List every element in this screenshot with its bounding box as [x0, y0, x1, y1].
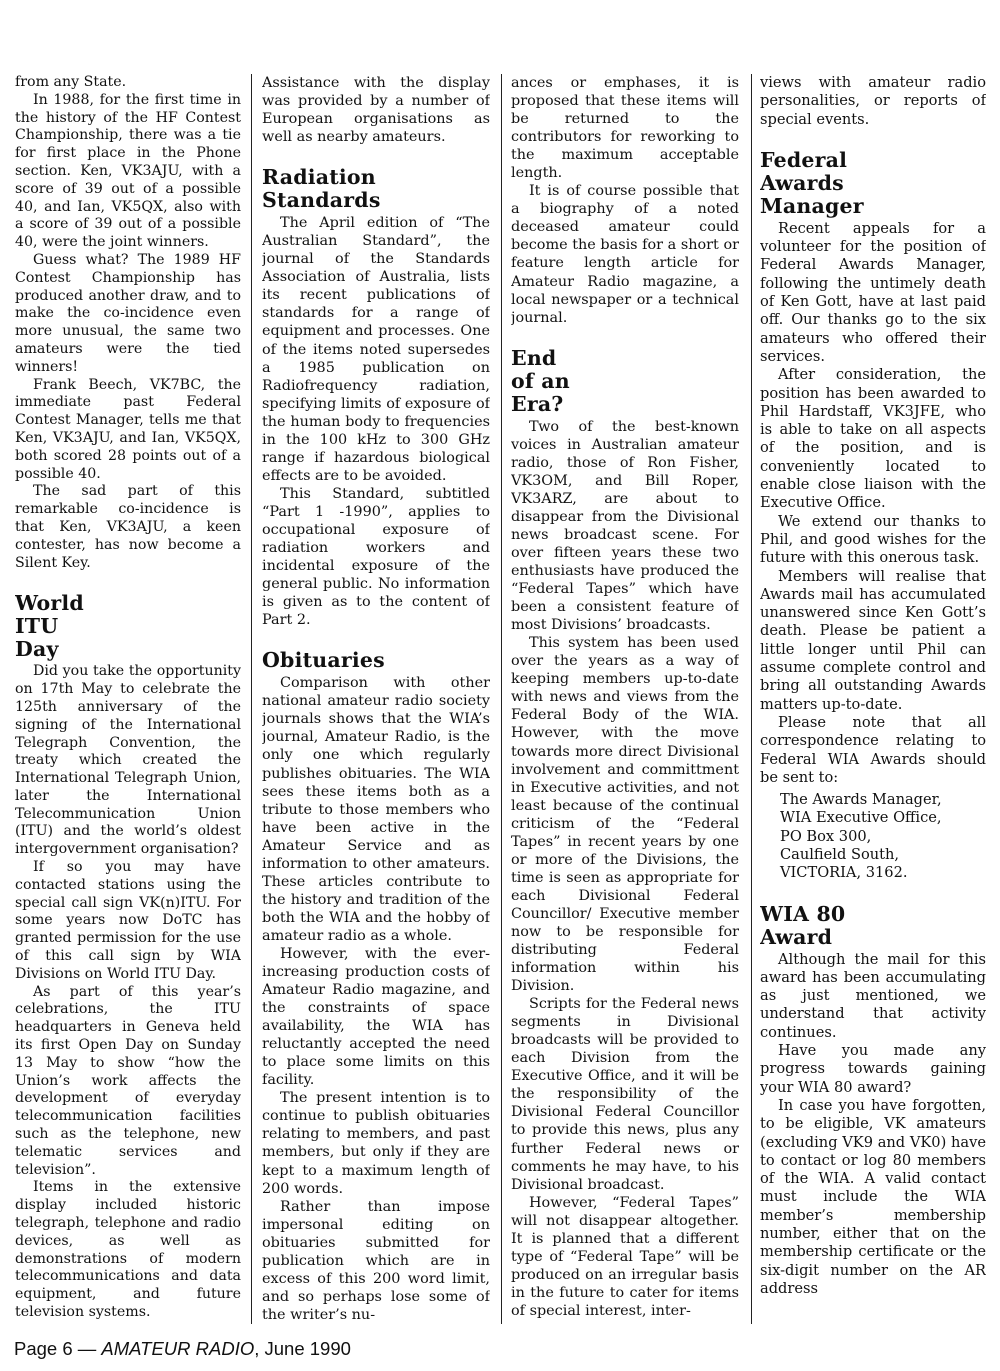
- paragraph: Although the mail for this award has been accumulating as just mentioned, we understand that activity continues.: [760, 950, 986, 1041]
- section-heading-line: Era?: [511, 391, 564, 416]
- paragraph: Have you made any progress towards gaining your WIA 80 award?: [760, 1042, 986, 1096]
- address-line: The Awards Manager,: [780, 791, 942, 809]
- address-line: Caulfield South,: [780, 845, 900, 863]
- column-rule: [751, 74, 752, 1324]
- paragraph: In case you have forgotten, to be eligible, VK amateurs (excluding VK9 and VK0) have to contact or log 80 members of the WIA. A valid contact must include the WIA member’s membership number, either that on the membership certificate or the six-digit number on the AR address: [760, 1096, 986, 1297]
- paragraph: However, with the ever-increasing production costs of Amateur Radio magazine, and the constraints of space availability, the WIA has reluctantly accepted the need to place some limits on this facility.: [262, 945, 490, 1089]
- column-rule: [501, 74, 502, 1324]
- paragraph: As part of this year’s celebrations, the ITU headquarters in Geneva held its first Open Day on Sunday 13 May to show “how the Union’s work affects the development of everyday telecommunication facilities such as the telephone, new telematic services and television”.: [15, 983, 241, 1178]
- page-footer: [14, 1338, 351, 1360]
- paragraph: In 1988, for the first time in the history of the HF Contest Championship, there was a tie for first place in the Phone section. Ken, VK3AJU, with a score of 39 out of a possible 40, and Ian, VK5QX, also with a score of 39 out of a possible 40, were the joint winners.: [15, 91, 241, 251]
- section-heading: [511, 347, 739, 416]
- footer-page-label: Page 6 —: [14, 1338, 102, 1359]
- section-heading-line: Federal: [760, 147, 848, 172]
- footer-magazine-title: AMATEUR RADIO: [101, 1338, 255, 1359]
- paragraph: This system has been used over the years as a way of keeping members up-to-date with news and views from the Federal Body of the WIA. However, with the move towards more direct Divisional involvement and committment in Executive activities, and not least because of the continual criticism of the “Federal Tapes” in recent years by one or more of the Divisions, the time is seen as appropriate for each Divisional Federal Councillor/ Executive member now to be responsible for distributing Federal information within his Division.: [511, 635, 739, 995]
- paragraph: Did you take the opportunity on 17th May to celebrate the 125th anniversary of the signing of the International Telegraph Convention, the treaty which created the International Telegraph Union, later the International Telecommunication Union (ITU) and the world’s oldest intergovernment organisation?: [15, 663, 241, 858]
- paragraph: Frank Beech, VK7BC, the immediate past Federal Contest Manager, tells me that Ken, VK3AJU, and Ian, VK5QX, both scored 28 points out of a possible 40.: [15, 376, 241, 482]
- section-heading: [15, 592, 241, 661]
- section-heading: [262, 649, 490, 672]
- paragraph: Recent appeals for a volunteer for the position of Federal Awards Manager, following the untimely death of Ken Gott, have at last paid off. Our thanks go to the six amateurs who offered their services.: [760, 219, 986, 365]
- paragraph: Rather than impose impersonal editing on obituaries submitted for publication which are in excess of this 200 word limit, and so perhaps lose some of the writer’s nu-: [262, 1198, 490, 1323]
- section-heading-line: Awards: [760, 170, 844, 195]
- article-column-2: [262, 74, 490, 1326]
- section-heading-line: Day: [15, 637, 59, 662]
- paragraph: After consideration, the position has been awarded to Phil Hardstaff, VK3JFE, who is able to take on all aspects of the position, and is conveniently located to enable close liaison with the Executive Office.: [760, 366, 986, 512]
- footer-issue-date: , June 1990: [254, 1338, 351, 1359]
- paragraph: Items in the extensive display included historic telegraph, telephone and radio devices, as well as demonstrations of modern telecommunications and data equipment, and future television systems.: [15, 1179, 241, 1320]
- paragraph: The sad part of this remarkable co-incidence is that Ken, VK3AJU, a keen contester, has now become a Silent Key.: [15, 483, 241, 571]
- section-heading-line: ITU: [15, 614, 59, 639]
- paragraph: If so you may have contacted stations using the special call sign VK(n)ITU. For some years now DoTC has granted permission for the use of this call sign by WIA Divisions on World ITU Day.: [15, 859, 241, 982]
- article-column-4: [760, 74, 986, 1326]
- paragraph: Please note that all correspondence relating to Federal WIA Awards should be sent to:: [760, 713, 986, 786]
- paragraph: Two of the best-known voices in Australian amateur radio, those of Ron Fisher, VK3OM, and Bill Roper, VK3ARZ, are about to disappear from the Divisional news broadcast scene. For over fifteen years these two enthusiasts have produced the “Federal Tapes” which have been a consistent feature of most Divisions’ broadcasts.: [511, 418, 739, 634]
- section-heading-line: End: [511, 345, 557, 370]
- paragraph: Comparison with other national amateur radio society journals shows that the WIA’s journal, Amateur Radio, is the only one which regularly publishes obituaries. The WIA sees these items both as a tribute to those members who have been active in the Amateur Service and as information to other amateurs. These articles contribute to the history and tradition of the both the WIA and the hobby of amateur radio as a whole.: [262, 675, 490, 944]
- section-heading-line: Manager: [760, 193, 864, 218]
- section-heading: [760, 903, 986, 949]
- address-line: PO Box 300,: [780, 827, 872, 845]
- paragraph: We extend our thanks to Phil, and good wishes for the future with this onerous task.: [760, 512, 986, 567]
- paragraph: The April edition of “The Australian Standard”, the journal of the Standards Association of Australia, lists its recent publications of standards for a range of equipment and processes. One of the items noted supersedes a 1985 publication on Radiofrequency radiation, specifying limits of exposure of the human body to frequencies in the 100 kHz to 300 GHz range if hazardous biological effects are to be avoided.: [262, 215, 490, 484]
- paragraph: Members will realise that Awards mail has accumulated unanswered since Ken Gott’s death. Please be patient a little longer until Phil can assume complete control and bring all outstanding Awards matters up-to-date.: [760, 567, 986, 713]
- section-heading-line: WIA 80: [760, 901, 846, 926]
- section-heading-line: Radiation: [262, 165, 376, 190]
- paragraph: However, “Federal Tapes” will not disappear altogether. It is planned that a different type of “Federal Tape” will be produced on an irregular basis in the future to cater for items of special interest, inter-: [511, 1194, 739, 1319]
- address-line: WIA Executive Office,: [780, 809, 942, 827]
- paragraph: from any State.: [15, 74, 127, 90]
- paragraph: It is of course possible that a biography of a noted deceased amateur could become the basis for a short or feature length article for Amateur Radio magazine, a local newspaper or a technical journal.: [511, 183, 739, 326]
- article-column-3: [511, 74, 739, 1326]
- paragraph: This Standard, subtitled “Part 1 -1990”, applies to occupational exposure of radiation workers and incidental exposure of the general public. No information is given as to the content of Part 2.: [262, 485, 490, 629]
- address-line: VICTORIA, 3162.: [780, 864, 908, 882]
- paragraph: ances or emphases, it is proposed that these items will be returned to the contributors for reworking to the maximum acceptable length.: [511, 75, 739, 182]
- paragraph: views with amateur radio personalities, or reports of special events.: [760, 74, 986, 128]
- article-column-1: [15, 74, 241, 1326]
- section-heading: [760, 149, 986, 218]
- section-heading: [262, 166, 490, 212]
- section-heading-line: World: [15, 591, 84, 616]
- column-rule: [251, 74, 252, 1324]
- paragraph: The present intention is to continue to publish obituaries relating to members, and past members, but only if they are kept to a maximum length of 200 words.: [262, 1090, 490, 1197]
- section-heading-line: Award: [760, 924, 833, 949]
- paragraph: Assistance with the display was provided by a number of European organisations as well as nearby amateurs.: [262, 75, 490, 146]
- paragraph: Guess what? The 1989 HF Contest Championship has produced another draw, and to make the co-incidence even more unusual, the same two amateurs were the tied winners!: [15, 251, 241, 375]
- section-heading-line: of an: [511, 368, 570, 393]
- mailing-address: [780, 791, 986, 882]
- section-heading-line: Obituaries: [262, 648, 385, 673]
- section-heading-line: Standards: [262, 188, 381, 213]
- paragraph: Scripts for the Federal news segments in Divisional broadcasts will be provided to each Division from the Executive Office, and it will be the responsibility of the Divisional Federal Councillor to provide this news, plus any further Federal news or comments he may have, to his Divisional broadcast.: [511, 996, 739, 1193]
